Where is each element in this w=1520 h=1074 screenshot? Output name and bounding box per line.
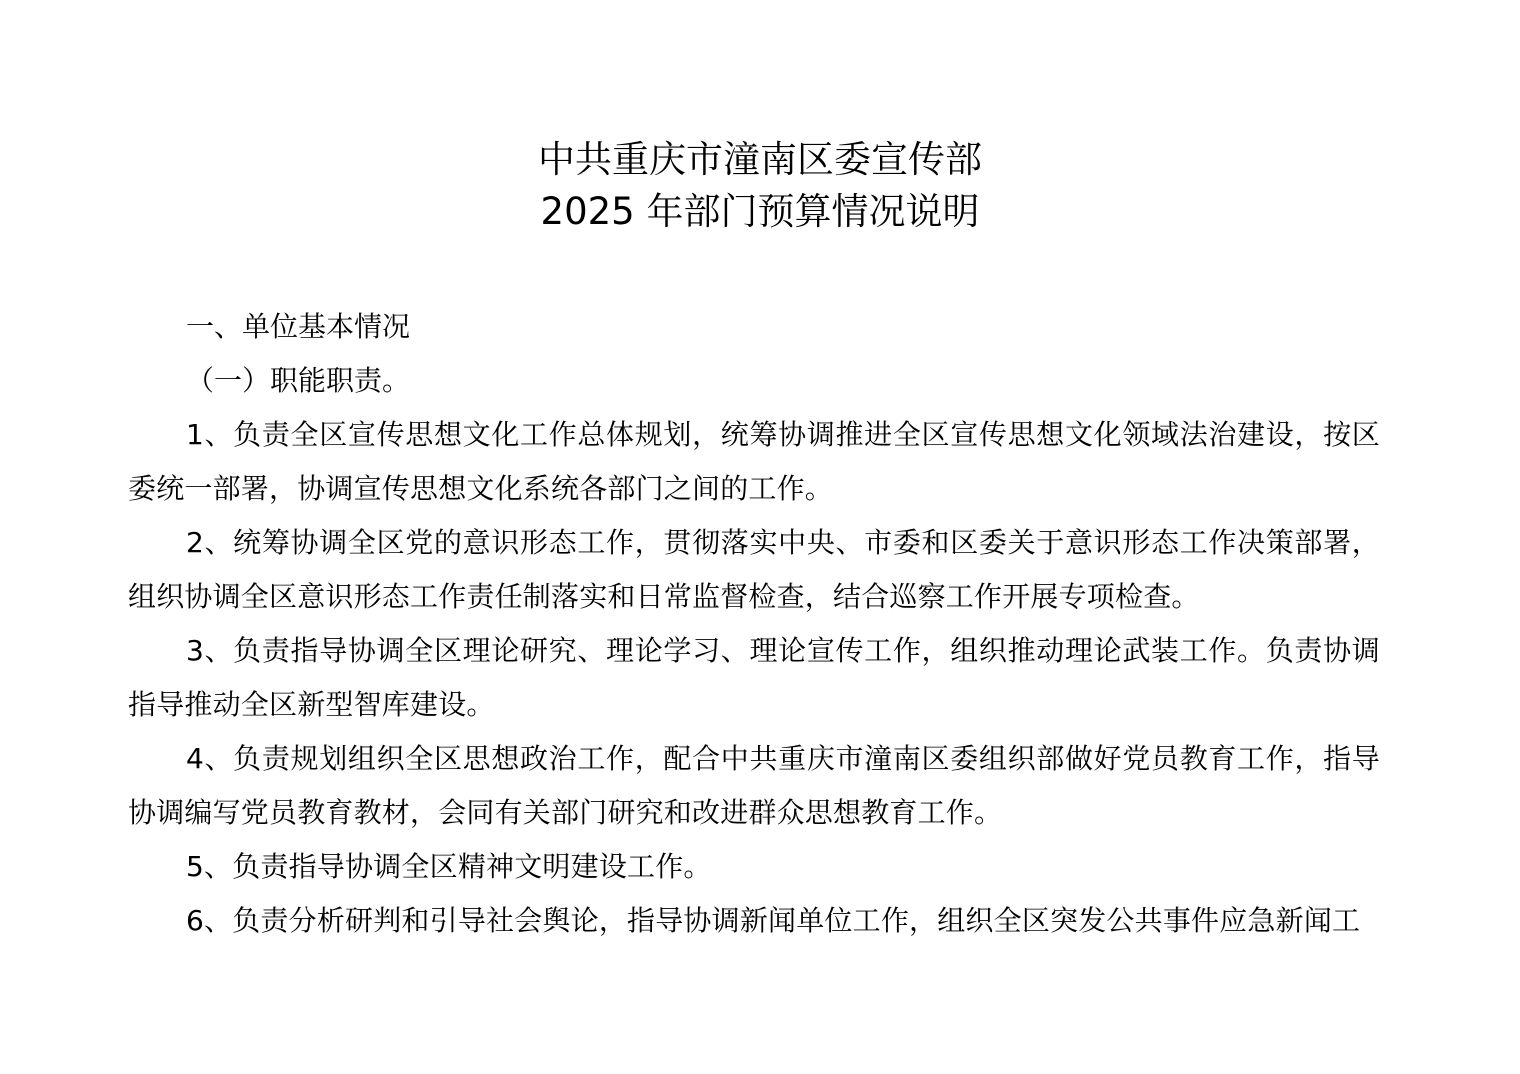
- duty-item-3: 3、负责指导协调全区理论研究、理论学习、理论宣传工作，组织推动理论武装工作。负责协调指导推动全区新型智库建设。: [128, 634, 1380, 721]
- document-body: [128, 300, 1380, 948]
- duty-item-6: 6、负责分析研判和引导社会舆论，指导协调新闻单位工作，组织全区突发公共事件应急新闻工: [186, 904, 1361, 937]
- title-line-2: 2025 年部门预算情况说明: [540, 190, 980, 233]
- section-heading: 一、单位基本情况: [186, 310, 411, 343]
- duty-item-1: 1、负责全区宣传思想文化工作总体规划，统筹协调推进全区宣传思想文化领域法治建设，按区委统一部署，协调宣传思想文化系统各部门之间的工作。: [128, 418, 1380, 505]
- duty-item-4: 4、负责规划组织全区思想政治工作，配合中共重庆市潼南区委组织部做好党员教育工作，指导协调编写党员教育教材，会同有关部门研究和改进群众思想教育工作。: [128, 742, 1380, 829]
- document-title: [0, 134, 1520, 238]
- title-line-1: 中共重庆市潼南区委宣传部: [538, 138, 982, 181]
- duty-item-5: 5、负责指导协调全区精神文明建设工作。: [186, 850, 712, 883]
- subsection-heading: （一）职能职责。: [186, 364, 411, 397]
- duty-item-2: 2、统筹协调全区党的意识形态工作，贯彻落实中央、市委和区委关于意识形态工作决策部署，组织协调全区意识形态工作责任制落实和日常监督检查，结合巡察工作开展专项检查。: [128, 526, 1380, 613]
